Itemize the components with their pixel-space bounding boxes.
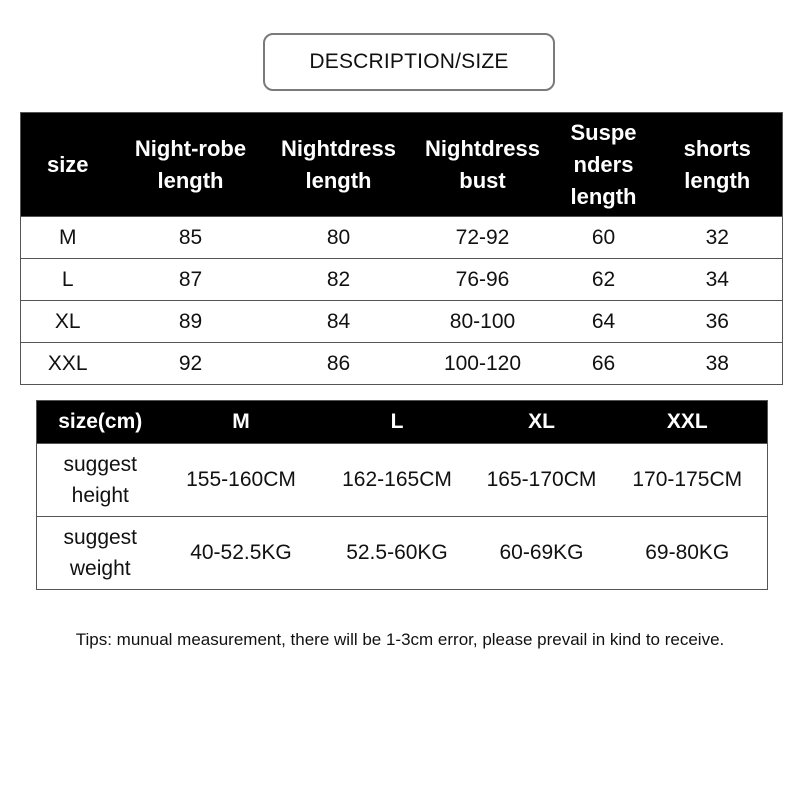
table-row: [21, 259, 783, 301]
header-night-robe-length: Night-robe length: [134, 135, 247, 193]
table-header-row: [37, 401, 768, 444]
table-cell: 60-69KG: [476, 517, 608, 590]
table-cell: 165-170CM: [476, 444, 608, 517]
table-cell: 60: [555, 217, 653, 259]
table-cell: 86: [267, 343, 411, 385]
row-label-weight: suggest weight: [37, 517, 164, 590]
table-cell: 89: [115, 301, 267, 343]
page-title: DESCRIPTION/SIZE: [263, 33, 555, 91]
table-cell: 80: [267, 217, 411, 259]
table-cell: 62: [555, 259, 653, 301]
table-cell: 87: [115, 259, 267, 301]
table-row: [37, 517, 768, 590]
table-cell: 40-52.5KG: [164, 517, 319, 590]
garment-size-table: [20, 112, 783, 385]
header-nightdress-bust: Nightdress bust: [425, 135, 540, 193]
table-cell: 66: [555, 343, 653, 385]
table-cell: 85: [115, 217, 267, 259]
header-size-cm: size(cm): [58, 410, 143, 433]
table-cell: 32: [653, 217, 783, 259]
table-cell: 38: [653, 343, 783, 385]
table-row: [21, 301, 783, 343]
body-size-table: [36, 400, 768, 590]
table-row: [21, 343, 783, 385]
table-header-row: [21, 113, 783, 217]
table-row: [37, 444, 768, 517]
header-m: M: [232, 410, 250, 433]
size-cell: L: [21, 259, 115, 301]
table-cell: 36: [653, 301, 783, 343]
table-cell: 92: [115, 343, 267, 385]
header-nightdress-length: Nightdress length: [281, 135, 396, 193]
table-cell: 69-80KG: [608, 517, 768, 590]
row-label-height: suggest height: [37, 444, 164, 517]
header-xxl: XXL: [666, 410, 708, 433]
header-size: size: [46, 151, 89, 177]
table-cell: 82: [267, 259, 411, 301]
table-cell: 80-100: [411, 301, 555, 343]
table-cell: 76-96: [411, 259, 555, 301]
table-cell: 52.5-60KG: [319, 517, 476, 590]
table-cell: 100-120: [411, 343, 555, 385]
tips-note: Tips: munual measurement, there will be 1-3cm error, please prevail in kind to receive.: [75, 630, 725, 649]
table-cell: 72-92: [411, 217, 555, 259]
header-xl: XL: [528, 410, 555, 433]
table-cell: 64: [555, 301, 653, 343]
size-cell: XL: [21, 301, 115, 343]
table-cell: 170-175CM: [608, 444, 768, 517]
size-cell: M: [21, 217, 115, 259]
size-cell: XXL: [21, 343, 115, 385]
table-cell: 84: [267, 301, 411, 343]
header-l: L: [390, 410, 404, 433]
header-suspenders-length: Suspe nders length: [570, 119, 637, 209]
table-cell: 34: [653, 259, 783, 301]
header-shorts-length: shorts length: [683, 135, 751, 193]
table-cell: 162-165CM: [319, 444, 476, 517]
table-cell: 155-160CM: [164, 444, 319, 517]
table-row: [21, 217, 783, 259]
